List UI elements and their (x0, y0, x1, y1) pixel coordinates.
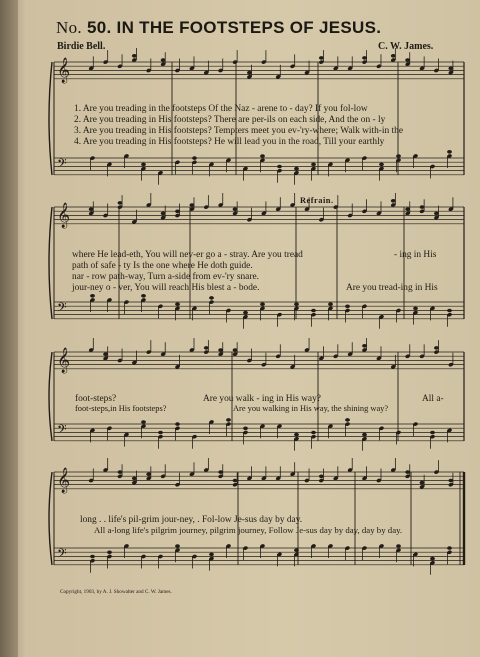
note-head (260, 302, 265, 306)
refrain-lyric: Are you walk - ing in His way? (203, 394, 321, 404)
bass-clef-icon: 𝄢 (57, 300, 67, 318)
note-head (89, 207, 94, 211)
note-head (218, 470, 223, 474)
note-head (247, 71, 252, 75)
note-head (319, 56, 324, 60)
note-head (362, 433, 367, 437)
note-head (434, 346, 439, 350)
refrain-lyric: All a- (422, 394, 444, 404)
note-head (430, 557, 435, 561)
note-head (294, 433, 299, 437)
refrain-label: Refrain. (300, 196, 334, 205)
verse-4-line: 4. Are you treading in His footsteps? He will lead you in the road, Till your earthly (74, 137, 385, 147)
note-head (158, 431, 163, 435)
verse-3-line: nar - row path-way, Turn a-side from ev-'ry snare. (72, 272, 259, 282)
note-head (396, 544, 401, 548)
refrain-lyric: foot-steps? (75, 394, 117, 404)
refrain-bass-lyric: Are you walking in His way, the shining way? (233, 404, 389, 413)
composer-credit: C. W. James. (378, 41, 434, 52)
note-head (175, 302, 180, 306)
note-head (345, 418, 350, 422)
treble-clef-icon: 𝄞 (57, 468, 71, 493)
note-head (294, 302, 299, 306)
verse-3-line: 3. Are you treading in His footsteps? Tempters meet you ev-'ry-where; Walk with-in the (74, 126, 404, 136)
note-head (311, 309, 316, 313)
note-head (379, 163, 384, 167)
note-head (132, 477, 137, 481)
refrain-bass-lyric: All a-long life's pilgrim journey, pilgrim journey, Follow Je-sus day by day, day by day. (94, 525, 403, 535)
note-head (434, 212, 439, 216)
note-head (161, 212, 166, 216)
note-head (204, 346, 209, 350)
note-head (311, 431, 316, 435)
staff-brace (49, 472, 52, 565)
treble-clef-icon: 𝄞 (57, 348, 71, 373)
hymn-number-prefix: No. (56, 18, 82, 37)
note-head (209, 553, 214, 557)
note-head (391, 199, 396, 203)
verse-4-line: jour-ney o - ver, You will reach His blest a - bode. (72, 283, 260, 293)
hymn-title: IN THE FOOTSTEPS OF JESUS. (116, 18, 382, 37)
note-head (319, 475, 324, 479)
note-head (420, 481, 425, 485)
note-head (362, 56, 367, 60)
note-head (233, 479, 238, 483)
note-head (189, 203, 194, 207)
note-head (192, 156, 197, 160)
note-head (391, 54, 396, 58)
note-head (218, 348, 223, 352)
treble-clef-icon: 𝄞 (57, 58, 71, 83)
refrain-lyric: - ing in His (394, 250, 437, 260)
note-head (277, 165, 282, 169)
note-head (141, 163, 146, 167)
note-head (175, 422, 180, 426)
note-head (447, 546, 452, 550)
note-head (243, 311, 248, 315)
note-head (141, 294, 146, 298)
treble-clef-icon: 𝄞 (57, 203, 71, 228)
lyricist-credit: Birdie Bell. (57, 41, 106, 52)
note-head (233, 207, 238, 211)
refrain-bass-lyric: foot-steps,in His footsteps? (75, 404, 167, 413)
note-head (448, 67, 453, 71)
note-head (161, 58, 166, 62)
note-head (209, 296, 214, 300)
note-head (448, 479, 453, 483)
bass-clef-icon: 𝄢 (57, 546, 67, 564)
note-head (362, 344, 367, 348)
note-head (175, 544, 180, 548)
note-head (118, 470, 123, 474)
note-head (90, 294, 95, 298)
note-head (405, 58, 410, 62)
note-head (396, 154, 401, 158)
staff-brace (49, 207, 52, 319)
note-head (345, 305, 350, 309)
bass-clef-icon: 𝄢 (57, 156, 67, 174)
note-head (175, 210, 180, 214)
verse-1-line: 1. Are you treading in the footsteps Of the Naz - arene to - day? If you fol-low (74, 104, 368, 114)
note-head (294, 548, 299, 552)
verse-2-line: path of safe - ty Is the one where He doth guide. (72, 261, 253, 271)
verse-1-line: where He lead-eth, You will nev-er go a - stray. Are you tread (72, 250, 303, 260)
staff-brace (49, 352, 52, 441)
note-head (311, 163, 316, 167)
note-head (413, 307, 418, 311)
note-head (243, 427, 248, 431)
note-head (420, 205, 425, 209)
note-head (405, 470, 410, 474)
note-head (233, 348, 238, 352)
note-head (146, 472, 151, 476)
staff-brace (49, 62, 52, 175)
copyright-notice: Copyright, 1903, by A. J. Showalter and C. W. James. (60, 589, 172, 595)
note-head (328, 302, 333, 306)
note-head (90, 555, 95, 559)
note-head (226, 418, 231, 422)
verse-2-line: 2. Are you treading in His footsteps? There are per-ils on each side, And the on - ly (74, 115, 386, 125)
refrain-lyric: long . . life's pil-grim jour-ney, . Fol-low Je-sus day by day. (80, 515, 303, 525)
note-head (260, 154, 265, 158)
note-head (430, 431, 435, 435)
note-head (103, 352, 108, 356)
note-head (118, 201, 123, 205)
note-head (405, 207, 410, 211)
note-head (141, 420, 146, 424)
note-head (107, 551, 112, 555)
note-head (132, 54, 137, 58)
refrain-bass-lyric: Are you tread-ing in His (346, 283, 438, 293)
note-head (294, 167, 299, 171)
note-head (447, 309, 452, 313)
note-head (447, 150, 452, 154)
hymn-number: 50. (86, 18, 112, 37)
bass-clef-icon: 𝄢 (57, 422, 67, 440)
